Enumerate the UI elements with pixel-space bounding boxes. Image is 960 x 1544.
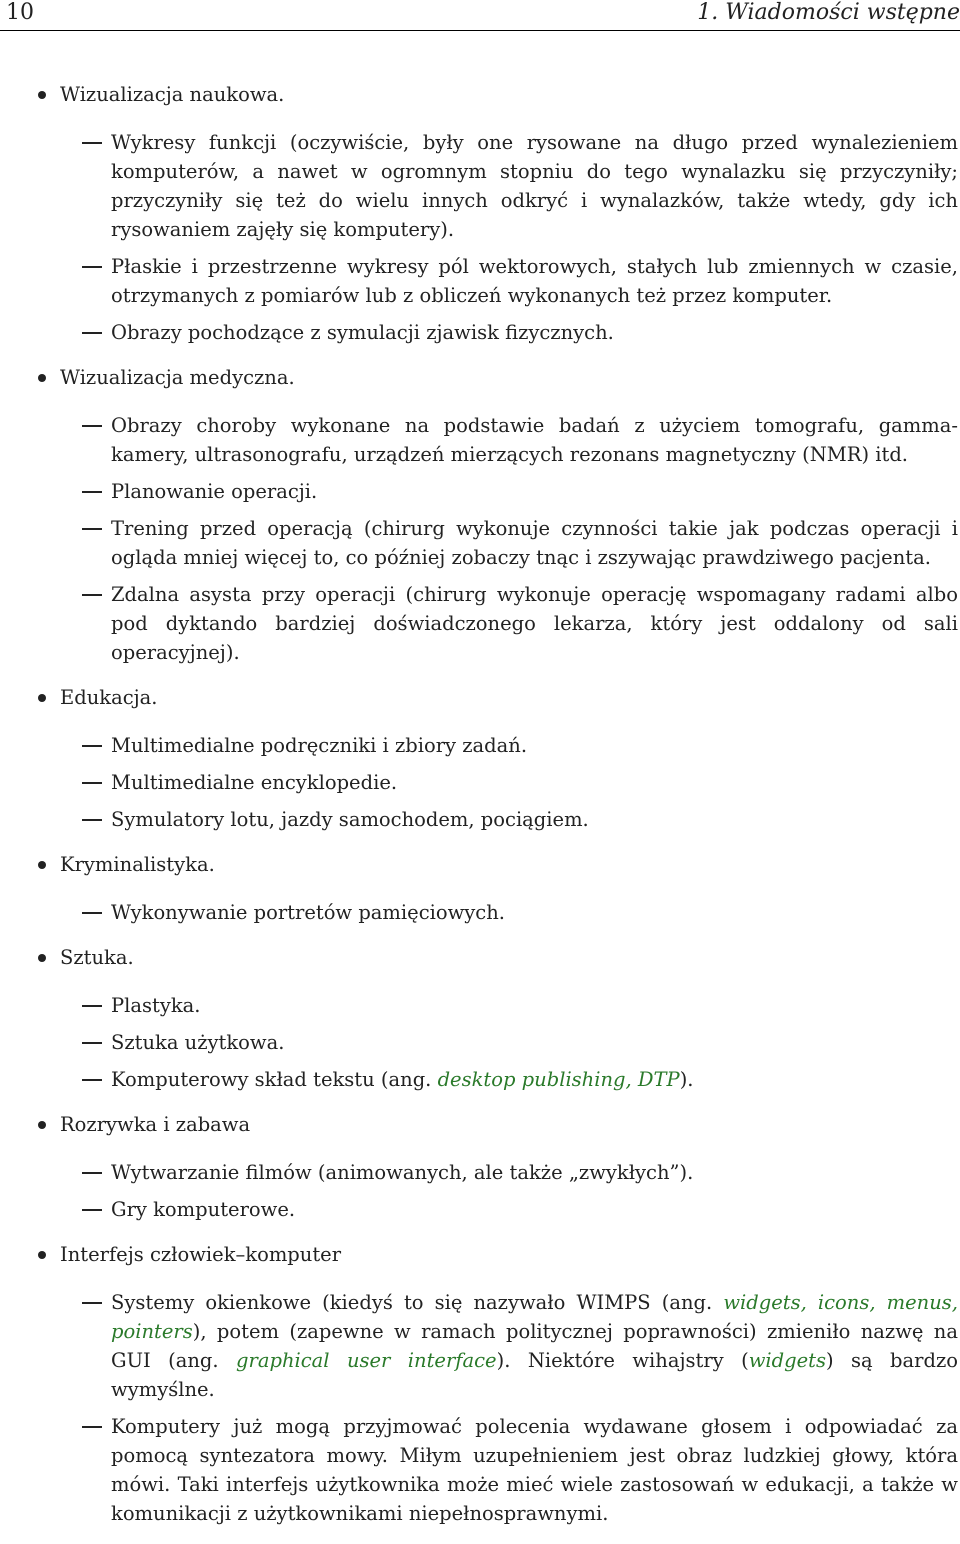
- sub-list: [0, 128, 960, 347]
- dash-icon: [82, 819, 102, 821]
- list-item: Komputerowy skład tekstu (ang. desktop publishing, DTP).: [0, 1065, 960, 1094]
- english-term: widgets, icons, menus, pointers: [111, 1291, 958, 1343]
- sub-list: [0, 1288, 960, 1528]
- dash-icon: [82, 528, 102, 530]
- list-item: Wykresy funkcji (oczywiście, były one rysowane na długo przed wynalezieniem komputerów, a nawet w ogromnym stopniu do tego wynalazku się przyczyniły; przyczyniły się też do wielu innych odkryć i wynalazków, także wtedy, gdy ich rysowaniem zajęły się komputery).: [0, 128, 960, 244]
- sub-list: [0, 411, 960, 667]
- section-edukacja: [0, 683, 960, 712]
- section-title: Edukacja.: [60, 686, 158, 709]
- bullet-icon: [38, 1251, 46, 1259]
- bullet-icon: [38, 861, 46, 869]
- dash-icon: [82, 1426, 102, 1428]
- bullet-icon: [38, 954, 46, 962]
- dash-icon: [82, 1302, 102, 1304]
- list-item: Obrazy choroby wykonane na podstawie badań z użyciem tomografu, gamma-kamery, ultrasonografu, urządzeń mierzących rezonans magnetyczny (NMR) itd.: [0, 411, 960, 469]
- page-content: [0, 80, 960, 1544]
- list-item: Obrazy pochodzące z symulacji zjawisk fizycznych.: [0, 318, 960, 347]
- list-item: Sztuka użytkowa.: [0, 1028, 960, 1057]
- dash-icon: [82, 1172, 102, 1174]
- dash-icon: [82, 1209, 102, 1211]
- list-item: Symulatory lotu, jazdy samochodem, pociągiem.: [0, 805, 960, 834]
- section-title: Wizualizacja medyczna.: [60, 366, 295, 389]
- section-rozrywka: [0, 1110, 960, 1139]
- section-sztuka: [0, 943, 960, 972]
- section-interfejs: [0, 1240, 960, 1269]
- chapter-title: 1. Wiadomości wstępne: [697, 0, 960, 25]
- list-item: Płaskie i przestrzenne wykresy pól wektorowych, stałych lub zmiennych w czasie, otrzymanych z pomiarów lub z obliczeń wykonanych też przez komputer.: [0, 252, 960, 310]
- list-item: Trening przed operacją (chirurg wykonuje czynności takie jak podczas operacji i ogląda mniej więcej to, co później zobaczy tnąc i zszywając prawdziwego pacjenta.: [0, 514, 960, 572]
- dash-icon: [82, 332, 102, 334]
- list-item: Plastyka.: [0, 991, 960, 1020]
- sub-list: [0, 898, 960, 927]
- english-term: graphical user interface: [236, 1349, 497, 1372]
- page-number: 10: [6, 0, 34, 25]
- section-kryminalistyka: [0, 850, 960, 879]
- list-item: Komputery już mogą przyjmować polecenia wydawane głosem i odpowiadać za pomocą syntezatora mowy. Miłym uzupełnieniem jest obraz ludzkiej głowy, która mówi. Taki interfejs użytkownika może mieć wiele zastosowań w edukacji, a także w komunikacji z użytkownikami niepełnosprawnymi.: [0, 1412, 960, 1528]
- bullet-icon: [38, 694, 46, 702]
- section-title: Interfejs człowiek–komputer: [60, 1243, 342, 1266]
- dash-icon: [82, 1079, 102, 1081]
- english-term: desktop publishing, DTP: [437, 1068, 680, 1091]
- dash-icon: [82, 782, 102, 784]
- section-wizualizacja-medyczna: [0, 363, 960, 392]
- dash-icon: [82, 491, 102, 493]
- bullet-icon: [38, 374, 46, 382]
- dash-icon: [82, 912, 102, 914]
- dash-icon: [82, 745, 102, 747]
- dash-icon: [82, 142, 102, 144]
- section-title: Kryminalistyka.: [60, 853, 215, 876]
- list-item: Zdalna asysta przy operacji (chirurg wykonuje operację wspomagany radami albo pod dyktando bardziej doświadczonego lekarza, który jest oddalony od sali operacyjnej).: [0, 580, 960, 667]
- section-title: Rozrywka i zabawa: [60, 1113, 251, 1136]
- page-header: [0, 0, 960, 31]
- dash-icon: [82, 594, 102, 596]
- dash-icon: [82, 1005, 102, 1007]
- dash-icon: [82, 425, 102, 427]
- list-item: Gry komputerowe.: [0, 1195, 960, 1224]
- english-term: widgets: [748, 1349, 826, 1372]
- list-item: Systemy okienkowe (kiedyś to się nazywało WIMPS (ang. widgets, icons, menus, pointers), potem (zapewne w ramach politycznej poprawności) zmieniło nazwę na GUI (ang. graphical user interface). Niektóre wihajstry (widgets) są bardzo wymyślne.: [0, 1288, 960, 1404]
- list-item: Multimedialne encyklopedie.: [0, 768, 960, 797]
- list-item: Multimedialne podręczniki i zbiory zadań.: [0, 731, 960, 760]
- sub-list: [0, 991, 960, 1094]
- sub-list: [0, 1158, 960, 1224]
- list-item: Wytwarzanie filmów (animowanych, ale także „zwykłych”).: [0, 1158, 960, 1187]
- section-title: Sztuka.: [60, 946, 134, 969]
- bullet-icon: [38, 1121, 46, 1129]
- bullet-icon: [38, 91, 46, 99]
- list-item: Planowanie operacji.: [0, 477, 960, 506]
- section-wizualizacja-naukowa: [0, 80, 960, 109]
- sub-list: [0, 731, 960, 834]
- dash-icon: [82, 1042, 102, 1044]
- list-item: Wykonywanie portretów pamięciowych.: [0, 898, 960, 927]
- section-title: Wizualizacja naukowa.: [60, 83, 285, 106]
- dash-icon: [82, 266, 102, 268]
